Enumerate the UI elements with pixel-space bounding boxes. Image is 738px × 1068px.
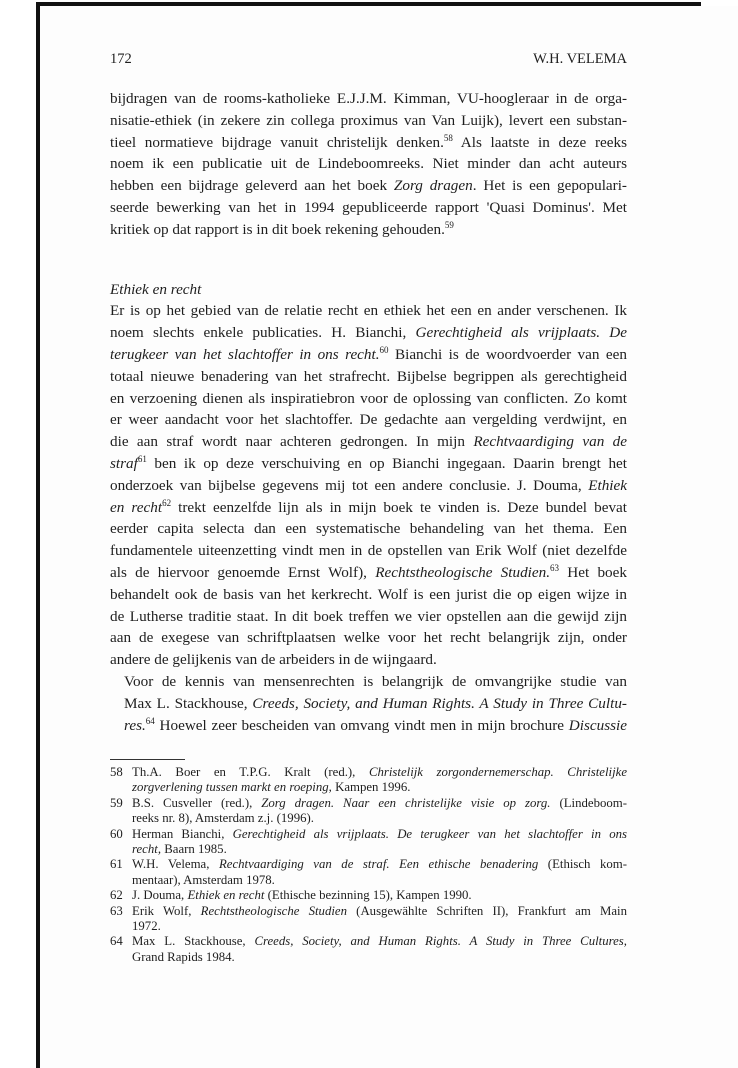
text-line <box>110 497 627 519</box>
footnote-text <box>132 904 627 935</box>
footnote-reference: 62 <box>162 497 172 508</box>
footnote-reference: 63 <box>550 562 560 573</box>
text-line <box>110 153 627 175</box>
text-line <box>110 219 627 241</box>
text-line <box>110 562 627 584</box>
text-line <box>110 540 627 562</box>
footnote-number: 64 <box>110 934 123 949</box>
italic-title: Zorg dragen <box>393 177 473 195</box>
footnote <box>110 796 627 827</box>
text-line <box>110 132 627 154</box>
text-run: . Het is een gepopulari- <box>472 177 627 195</box>
text-run: Herman Bianchi, <box>132 826 233 841</box>
text-run: en verzoening dienen als inspiratiebron voor de oplossing van conflicten. Zo komt <box>110 389 627 407</box>
text-run: eerder capita selecta dan een systematische behandeling van het thema. Een <box>110 520 627 538</box>
italic-title: Creeds, Society, and Human Rights. A Study in Three Cultu- <box>252 694 627 712</box>
footnote <box>110 904 627 935</box>
text-line <box>132 780 627 795</box>
paragraph <box>110 300 627 671</box>
text-line <box>132 842 627 857</box>
footnote-number: 58 <box>110 765 123 779</box>
text-line <box>132 904 627 919</box>
text-line <box>110 475 627 497</box>
text-run: aan de exegese van schriftplaatsen welke voor het recht belangrijk zijn, onder <box>110 629 627 647</box>
text-run: (Ausgewählte Schriften II), Frankfurt am Main <box>347 903 628 918</box>
text-line <box>110 366 627 388</box>
text-run: B.S. Cusveller (red.), <box>132 795 262 810</box>
italic-title: res. <box>124 716 146 734</box>
text-line <box>110 649 627 671</box>
italic-title: zorgverlening tussen markt en roeping, <box>132 780 332 795</box>
text-run: ben ik op deze verschuiving en op Bianchi ingegaan. Daarin brengt het <box>146 454 627 472</box>
text-run: hebben een bijdrage geleverd aan het boek <box>110 177 394 195</box>
footnote-number: 63 <box>110 903 123 918</box>
footnote <box>110 765 627 796</box>
running-head <box>110 51 627 68</box>
text-run: onderzoek van bijbelse gegevens mij tot een andere conclusie. J. Douma, <box>110 476 589 494</box>
text-run: Er is op het gebied van de relatie recht en ethiek het een en ander verschenen. Ik <box>110 302 627 320</box>
author-header: W.H. VELEMA <box>533 51 627 67</box>
footnote-text <box>132 765 627 796</box>
text-run: als de hiervoor genoemde Ernst Wolf), <box>110 563 376 581</box>
italic-title: Ethiek <box>588 476 627 494</box>
text-line <box>110 671 627 693</box>
footnote-number: 61 <box>110 857 123 872</box>
text-line <box>110 584 627 606</box>
text-run: reeks nr. 8), Amsterdam z.j. (1996). <box>132 811 314 826</box>
page-number: 172 <box>110 51 132 67</box>
text-line <box>110 606 627 628</box>
footnote <box>110 934 627 965</box>
italic-title: Rechtstheologische Studien <box>200 903 347 918</box>
italic-title: Gerechtigheid als vrijplaats. De <box>415 324 627 342</box>
section-heading: Ethiek en recht <box>110 280 202 298</box>
text-line <box>110 693 627 715</box>
italic-title: Rechtvaardiging van de straf. Een ethische benadering <box>218 857 539 872</box>
text-run: Baarn 1985. <box>161 841 227 856</box>
paragraph <box>110 671 627 736</box>
text-line <box>132 811 627 826</box>
italic-title: Christelijk zorgondernemerschap. Christelijke <box>368 765 628 779</box>
text-run: Erik Wolf, <box>132 903 201 918</box>
text-line <box>110 627 627 649</box>
text-run: Als laatste in deze reeks <box>452 133 627 151</box>
text-line <box>132 827 627 842</box>
text-run: noem slechts enkele publicaties. H. Bianchi, <box>110 324 416 342</box>
text-line <box>132 919 627 934</box>
text-run: kritiek op dat rapport is in dit boek rekening gehouden. <box>110 220 445 238</box>
text-line <box>132 857 627 872</box>
footnote-number: 62 <box>110 888 123 903</box>
italic-title: Ethiek en recht <box>187 888 265 903</box>
text-line <box>110 388 627 410</box>
italic-title: straf <box>110 454 138 472</box>
text-run: behandelt ook de basis van het kerkrecht. Wolf is een jurist die op eigen wijze in <box>110 585 627 603</box>
text-run: seerde bewerking van het in 1994 gepubliceerde rapport 'Quasi Dominus'. Met <box>110 198 627 216</box>
footnote-reference: 64 <box>145 715 155 726</box>
text-run: Voor de kennis van mensenrechten is belangrijk de omvangrijke studie van <box>124 672 627 690</box>
text-run: Het boek <box>559 563 627 581</box>
text-run: J. Douma, <box>132 888 188 903</box>
italic-title: Discussie <box>568 716 627 734</box>
footnote-text <box>132 857 627 888</box>
footnote-reference: 60 <box>379 344 389 355</box>
footnote-reference: 58 <box>443 132 453 143</box>
text-line <box>110 197 627 219</box>
text-run: Hoewel zeer bescheiden van omvang vindt men in mijn brochure <box>154 716 569 734</box>
text-line <box>110 110 627 132</box>
text-run: 1972. <box>132 918 161 933</box>
text-line <box>132 873 627 888</box>
text-run: mentaar), Amsterdam 1978. <box>132 872 275 887</box>
footnote-number: 60 <box>110 826 123 841</box>
text-line <box>132 934 627 949</box>
footnote-text <box>132 796 627 827</box>
italic-title: Rechtstheologische Studien. <box>375 563 551 581</box>
text-run: nisatie-ethiek (in zekere zin collega proximus van Van Luijk), levert een substan- <box>110 111 627 129</box>
text-line <box>110 453 627 475</box>
footnote <box>110 827 627 858</box>
text-line <box>110 518 627 540</box>
text-line <box>132 765 627 780</box>
text-line <box>110 409 627 431</box>
text-run: er weer aandacht voor het slachtoffer. De gedachte aan vergelding verdwijnt, en <box>110 411 627 429</box>
text-line <box>110 88 627 110</box>
footnote-reference: 61 <box>137 453 147 464</box>
text-run: Kampen 1996. <box>331 780 411 795</box>
text-line <box>110 715 627 737</box>
italic-title: Zorg dragen. Naar een christelijke visie op zorg. <box>261 795 551 810</box>
text-run: tieel normatieve bijdrage vanuit christelijk denken. <box>110 133 444 151</box>
text-line <box>132 950 627 965</box>
text-run: die aan straf wordt naar achteren gedrongen. In mijn <box>110 433 474 451</box>
footnote-reference: 59 <box>444 219 454 230</box>
paragraph <box>110 88 627 241</box>
italic-title: recht, <box>132 841 162 856</box>
text-line <box>110 300 627 322</box>
footnote-text <box>132 827 627 858</box>
text-line <box>110 431 627 453</box>
footnotes <box>110 765 627 965</box>
italic-title: Rechtvaardiging van de <box>473 433 627 451</box>
text-run: trekt eenzelfde lijn als in mijn boek te vinden is. Deze bundel bevat <box>171 498 627 516</box>
text-line <box>110 175 627 197</box>
body-text <box>110 88 627 736</box>
text-run: Grand Rapids 1984. <box>132 949 235 964</box>
text-line <box>110 322 627 344</box>
text-run: (Lindeboom- <box>550 795 627 810</box>
text-run: bijdragen van de rooms-katholieke E.J.J.M. Kimman, VU-hoogleraar in de orga- <box>110 90 627 107</box>
footnote-text <box>132 934 627 965</box>
italic-title: en recht <box>110 498 163 516</box>
text-run: Th.A. Boer en T.P.G. Kralt (red.), <box>132 765 369 779</box>
footnote-rule <box>110 759 185 760</box>
text-line <box>110 344 627 366</box>
text-line <box>132 888 627 903</box>
text-run: totaal nieuwe benadering van het strafrecht. Bijbelse begrippen als gerechtigheid <box>110 367 627 385</box>
text-run: (Ethische bezinning 15), Kampen 1990. <box>264 888 472 903</box>
text-run: Max L. Stackhouse, <box>124 694 253 712</box>
text-run: Bianchi is de woordvoerder van een <box>388 345 627 363</box>
text-run: fundamentele uiteenzetting vindt men in de opstellen van Erik Wolf (niet dezelfde <box>110 542 627 560</box>
text-run: Max L. Stackhouse, <box>132 934 255 949</box>
text-line <box>132 796 627 811</box>
text-run: (Ethisch kom- <box>538 857 627 872</box>
text-run: noem ik een publicatie uit de Lindeboomreeks. Niet minder dan acht auteurs <box>110 155 627 173</box>
footnote <box>110 857 627 888</box>
italic-title: Gerechtigheid als vrijplaats. De terugkeer van het slachtoffer in ons <box>232 826 627 841</box>
italic-title: terugkeer van het slachtoffer in ons recht. <box>110 345 380 363</box>
text-run: de Lutherse traditie staat. In dit boek treffen we vier opstellen aan die gewijd zijn <box>110 607 627 625</box>
footnote-text <box>132 888 627 903</box>
section-spacing <box>110 241 627 279</box>
text-run: W.H. Velema, <box>132 857 219 872</box>
italic-title: Creeds, Society, and Human Rights. A Study in Three Cultures, <box>254 934 627 949</box>
text-run: andere de gelijkenis van de arbeiders in de wijngaard. <box>110 651 437 669</box>
footnote-number: 59 <box>110 795 123 810</box>
footnote <box>110 888 627 903</box>
